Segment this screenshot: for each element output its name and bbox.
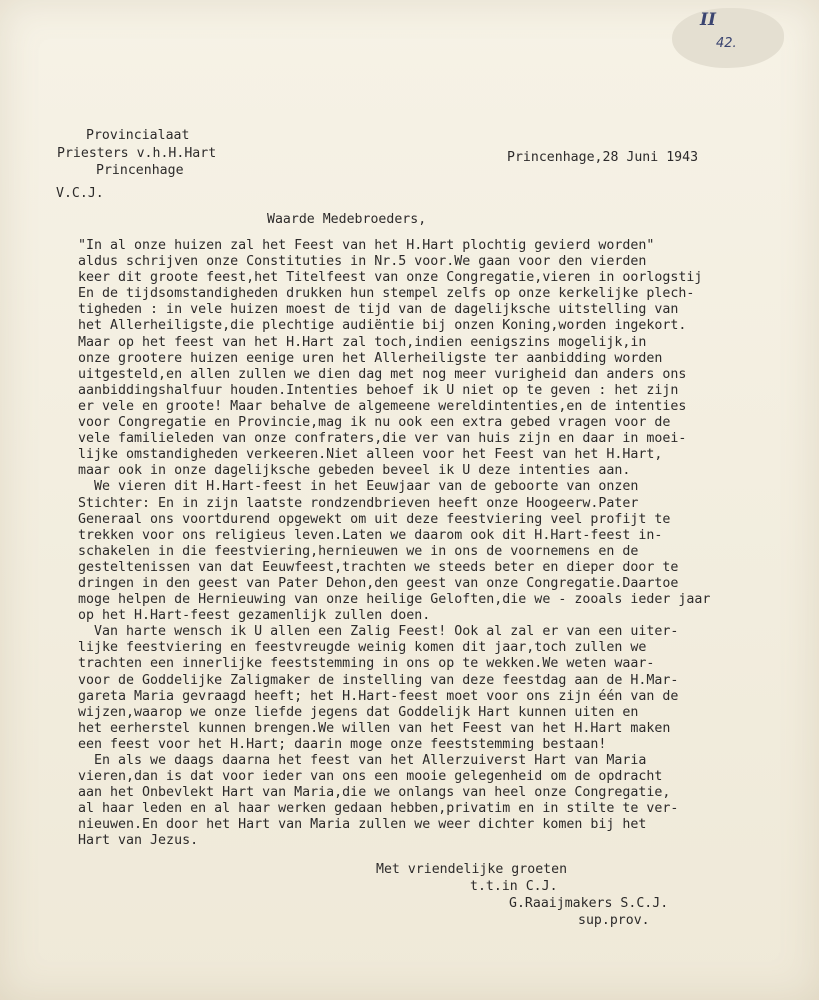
body-line: gareta Maria gevraagd heeft; het H.Hart-feest moet voor ons zijn één van de	[78, 688, 679, 704]
sender-line-2: Priesters v.h.H.Hart	[57, 146, 217, 161]
sender-line-3: Princenhage	[96, 163, 184, 178]
body-line: maar ook in onze dagelijksche gebeden beveel ik U deze intenties aan.	[78, 463, 631, 479]
body-line: uitgesteld,en allen zullen we dien dag met nog meer vurigheid dan anders ons	[78, 366, 687, 382]
body-line: het Allerheiligste,die plechtige audiëntie bij onzen Koning,worden ingekort.	[78, 318, 687, 334]
body-line: al haar leden en al haar werken gedaan hebben,privatim en in stilte te ver-	[78, 801, 679, 817]
body-line: aldus schrijven onze Constituties in Nr.5 voor.We gaan voor den vierden	[78, 254, 647, 270]
body-line: Maar op het feest van het H.Hart zal toch,indien eenigszins mogelijk,in	[78, 334, 647, 350]
body-line: En de tijdsomstandigheden drukken hun stempel zelfs op onze kerkelijke plech-	[78, 286, 695, 302]
archive-stamp-number: 42.	[716, 36, 737, 51]
body-line: trekken voor ons religieus leven.Laten we daarom ook dit H.Hart-feest in-	[78, 527, 663, 543]
body-line: Stichter: En in zijn laatste rondzendbrieven heeft onze Hoogeerw.Pater	[78, 495, 639, 511]
body-line: onze grootere huizen eenige uren het Allerheiligste ter aanbidding worden	[78, 350, 663, 366]
body-line: gesteltenissen van dat Eeuwfeest,trachten we steeds beter en dieper door te	[78, 559, 679, 575]
letter-body	[78, 238, 798, 850]
body-line: Hart van Jezus.	[78, 833, 199, 849]
sender-line-1: Provincialaat	[86, 128, 190, 143]
body-line: Van harte wensch ik U allen een Zalig Feest! Ook al zal er van een uiter-	[78, 624, 679, 640]
body-line: keer dit groote feest,het Titelfeest van onze Congregatie,vieren in oorlogstij	[78, 270, 703, 286]
body-line: er vele en groote! Maar behalve de algemeene wereldintenties,en de intenties	[78, 398, 687, 414]
body-line: We vieren dit H.Hart-feest in het Eeuwjaar van de geboorte van onzen	[78, 479, 639, 495]
body-line: vieren,dan is dat voor ieder van ons een mooie gelegenheid om de opdracht	[78, 769, 663, 785]
body-line: "In al onze huizen zal het Feest van het H.Hart plochtig gevierd worden"	[78, 238, 655, 253]
body-line: een feest voor het H.Hart; daarin moge onze feeststemming bestaan!	[78, 736, 607, 752]
closing-greeting: Met vriendelijke groeten	[376, 862, 568, 877]
place-date: Princenhage,28 Juni 1943	[507, 150, 699, 165]
body-line: voor Congregatie en Provincie,mag ik nu ook een extra gebed vragen voor de	[78, 415, 671, 431]
body-line: moge helpen de Hernieuwing van onze heilige Geloften,die we - zooals ieder jaar	[78, 592, 711, 608]
body-line: aanbiddingshalfuur houden.Intenties behoef ik U niet op te geven : het zijn	[78, 382, 679, 398]
signatory-title: sup.prov.	[578, 913, 650, 928]
motto: V.C.J.	[56, 186, 104, 201]
body-line: vele familieleden van onze confraters,die ver van huis zijn en daar in moei-	[78, 431, 687, 447]
body-line: nieuwen.En door het Hart van Maria zullen we weer dichter komen bij het	[78, 817, 647, 833]
body-line: tigheden : in vele huizen moest de tijd van de dagelijksche uitstelling van	[78, 302, 679, 318]
body-line: wijzen,waarop we onze liefde jegens dat Goddelijk Hart kunnen uiten en	[78, 704, 639, 720]
body-line: voor de Goddelijke Zaligmaker de instelling van deze feestdag aan de H.Mar-	[78, 672, 679, 688]
body-line: Generaal ons voortdurend opgewekt om uit deze feestviering veel profijt te	[78, 511, 671, 527]
body-line: op het H.Hart-feest gezamenlijk zullen doen.	[78, 608, 431, 624]
body-line: En als we daags daarna het feest van het Allerzuiverst Hart van Maria	[78, 753, 647, 768]
body-line: lijke omstandigheden verkeeren.Niet alleen voor het Feest van het H.Hart,	[78, 447, 663, 463]
body-line: aan het Onbevlekt Hart van Maria,die we onlangs van heel onze Congregatie,	[78, 785, 671, 801]
signatory-name: G.Raaijmakers S.C.J.	[509, 896, 669, 911]
body-line: schakelen in die feestviering,hernieuwen we in ons de voornemens en de	[78, 543, 639, 559]
body-line: het eerherstel kunnen brengen.We willen van het Feest van het H.Hart maken	[78, 720, 671, 736]
body-line: dringen in den geest van Pater Dehon,den geest van onze Congregatie.Daartoe	[78, 575, 679, 591]
body-line: trachten een innerlijke feeststemming in ons op te wekken.We weten waar-	[78, 656, 655, 672]
closing-formula: t.t.in C.J.	[470, 879, 558, 894]
salutation: Waarde Medebroeders,	[267, 212, 427, 227]
archive-stamp-roman: II	[700, 10, 716, 30]
body-line: lijke feestviering en feestvreugde weinig komen dit jaar,toch zullen we	[78, 640, 647, 656]
